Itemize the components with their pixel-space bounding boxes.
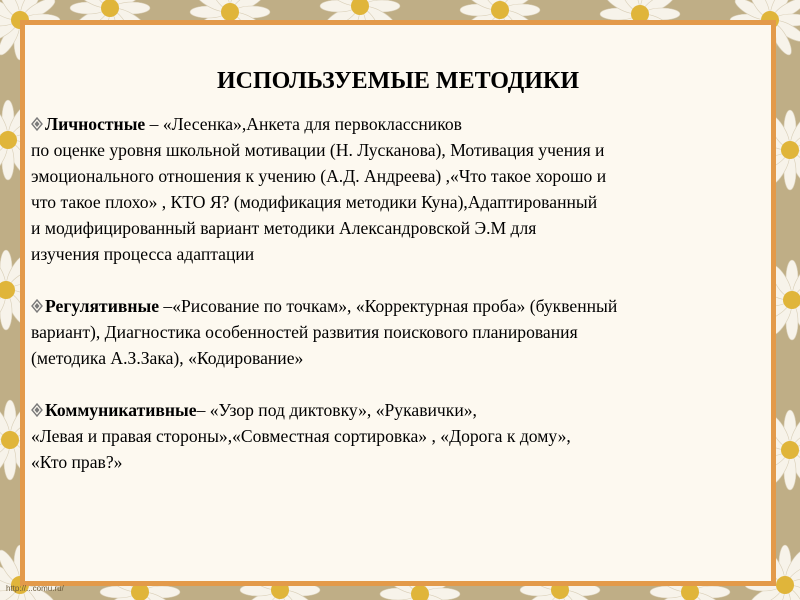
- section-line: вариант), Диагностика особенностей развития поискового планирования: [31, 322, 578, 342]
- section-line: что такое плохо» , КТО Я? (модификация методики Куна),Адаптированный: [31, 192, 598, 212]
- section-line: и модифицированный вариант методики Александровской Э.М для: [31, 218, 537, 238]
- section-line: «Левая и правая стороны»,«Совместная сортировка» , «Дорога к дому»,: [31, 426, 571, 446]
- section-line: «Кто прав?»: [31, 452, 123, 472]
- section-heading: Личностные: [45, 114, 146, 134]
- section-line: изучения процесса адаптации: [31, 244, 255, 264]
- section-communicative: [31, 397, 771, 475]
- section-line: [31, 111, 771, 137]
- section-line: эмоционального отношения к учению (А.Д. Андреева) ,«Что такое хорошо и: [31, 166, 607, 186]
- section-text: –«Рисование по точкам», «Корректурная проба» (буквенный: [159, 296, 618, 316]
- page-title: ИСПОЛЬЗУЕМЫЕ МЕТОДИКИ: [217, 68, 579, 94]
- section-line: (методика А.З.Зака), «Кодирование»: [31, 348, 304, 368]
- diamond-bullet-icon: [31, 299, 43, 313]
- content-panel: [20, 20, 776, 586]
- section-personal: [31, 111, 771, 267]
- diamond-bullet-icon: [31, 403, 43, 417]
- section-heading: Регулятивные: [45, 296, 160, 316]
- section-heading: Коммуникативные: [45, 400, 197, 420]
- section-regulatory: [31, 293, 771, 371]
- section-line: по оценке уровня школьной мотивации (Н. Лусканова), Мотивация учения и: [31, 140, 605, 160]
- section-line: [31, 293, 771, 319]
- source-url: http://...comu.ru/: [6, 584, 64, 593]
- section-line: [31, 397, 771, 423]
- section-text: – «Узор под диктовку», «Рукавички»,: [196, 400, 477, 420]
- diamond-bullet-icon: [31, 117, 43, 131]
- section-text: – «Лесенка»,Анкета для первоклассников: [145, 114, 462, 134]
